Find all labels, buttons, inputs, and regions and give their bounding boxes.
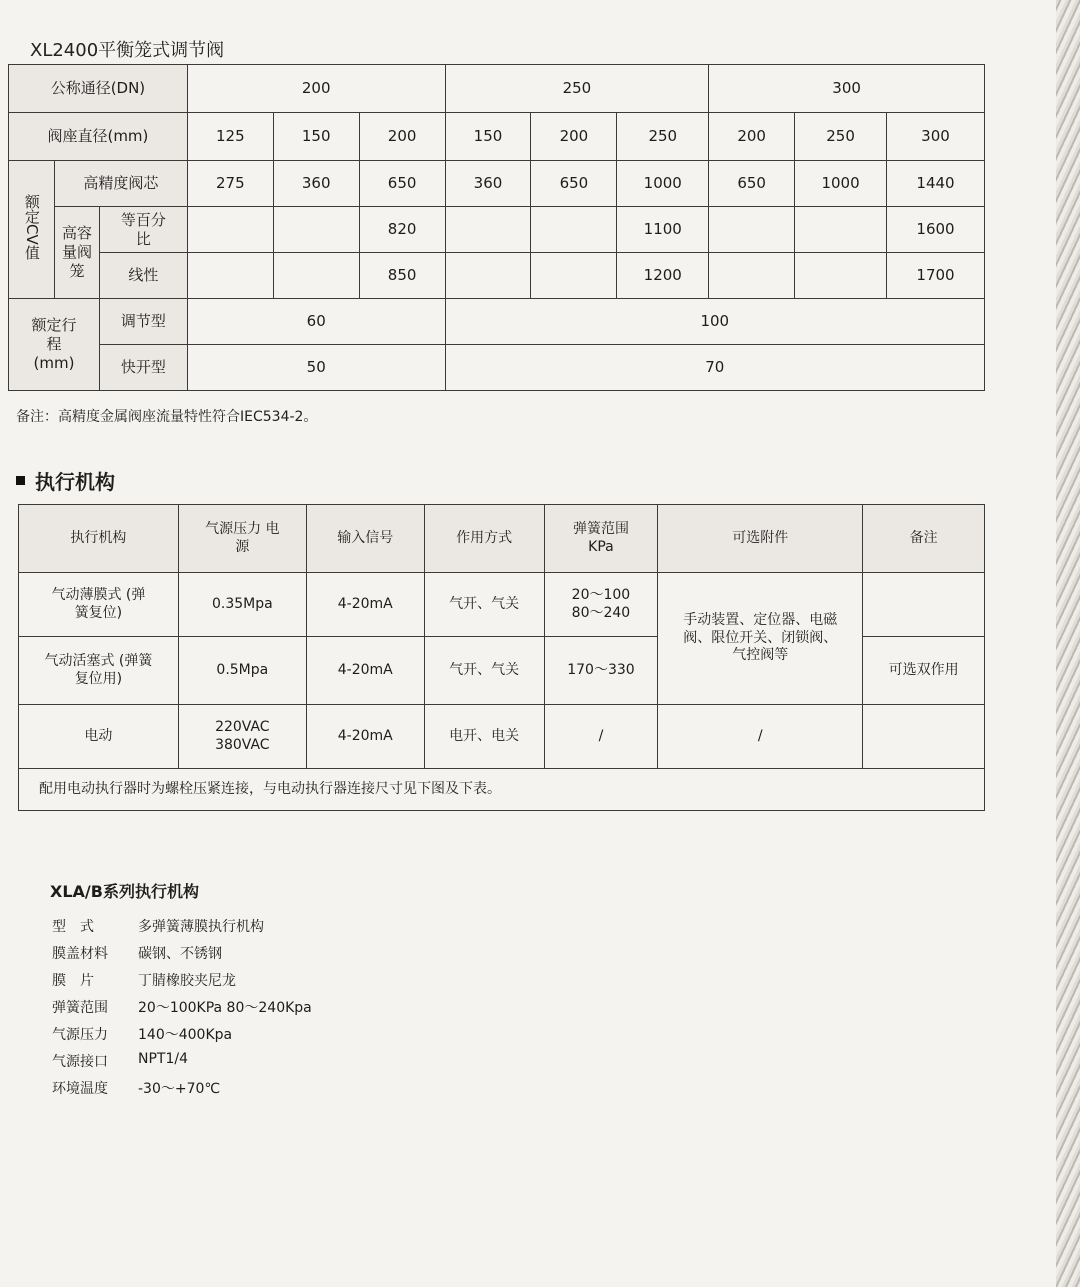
accessories-cell: 手动装置、定位器、电磁阀、限位开关、闭锁阀、气控阀等 xyxy=(658,573,863,705)
spec-key: 气源接口 xyxy=(52,1054,108,1070)
cv-cell: 1600 xyxy=(887,207,985,253)
cv-cell xyxy=(795,253,887,299)
regulating-header: 调节型 xyxy=(99,299,187,345)
dn-cell: 200 xyxy=(187,65,445,113)
square-bullet-icon xyxy=(16,476,25,485)
spec-value: 140～400Kpa xyxy=(138,1027,233,1043)
spec-value: -30～+70℃ xyxy=(138,1081,221,1097)
header-spring: 弹簧范围 KPa xyxy=(544,505,658,573)
section-title: 执行机构 xyxy=(35,470,115,494)
signal-cell: 4-20mA xyxy=(306,637,424,705)
spec-key: 膜 片 xyxy=(52,973,94,989)
seat-cell: 250 xyxy=(795,113,887,161)
travel-cell: 50 xyxy=(187,345,445,391)
spec-row xyxy=(52,970,236,990)
cv-cell xyxy=(709,207,795,253)
spec-row xyxy=(52,1051,188,1071)
cv-cell: 1440 xyxy=(887,161,985,207)
table-note: 备注：高精度金属阀座流量特性符合IEC534-2。 xyxy=(16,409,318,425)
quick-open-header: 快开型 xyxy=(99,345,187,391)
actuator-type: 气动薄膜式 (弹簧复位) xyxy=(19,573,179,637)
accessories-cell: / xyxy=(658,705,863,769)
cv-header: 额定CV值 xyxy=(9,161,55,299)
spec-key: 型 式 xyxy=(52,919,94,935)
travel-cell: 60 xyxy=(187,299,445,345)
spec-row xyxy=(52,916,264,936)
cv-cell: 360 xyxy=(445,161,531,207)
spec-key: 环境温度 xyxy=(52,1081,108,1097)
header-power: 气源压力 电 源 xyxy=(178,505,306,573)
header-action: 作用方式 xyxy=(424,505,544,573)
seat-cell: 250 xyxy=(617,113,709,161)
header-actuator: 执行机构 xyxy=(19,505,179,573)
cv-cell xyxy=(187,253,273,299)
dn-header: 公称通径(DN) xyxy=(9,65,188,113)
power-cell: 0.35Mpa xyxy=(178,573,306,637)
cv-cell: 275 xyxy=(187,161,273,207)
spec-value: 多弹簧薄膜执行机构 xyxy=(138,919,264,935)
cv-cell xyxy=(273,253,359,299)
cv-cell xyxy=(445,207,531,253)
header-signal: 输入信号 xyxy=(306,505,424,573)
linear-header: 线性 xyxy=(99,253,187,299)
seat-cell: 200 xyxy=(359,113,445,161)
cv-cell xyxy=(531,207,617,253)
signal-cell: 4-20mA xyxy=(306,705,424,769)
xla-series-title: XLA/B系列执行机构 xyxy=(50,882,199,901)
travel-cell: 70 xyxy=(445,345,984,391)
dn-cell: 300 xyxy=(709,65,985,113)
header-accessories: 可选附件 xyxy=(658,505,863,573)
spec-value: NPT1/4 xyxy=(138,1051,188,1067)
power-cell: 0.5Mpa xyxy=(178,637,306,705)
spec-row xyxy=(52,943,222,963)
seat-cell: 300 xyxy=(887,113,985,161)
actuator-table xyxy=(18,504,985,811)
spring-cell: 20～100 80～240 xyxy=(544,573,658,637)
cv-cell: 1100 xyxy=(617,207,709,253)
spec-row xyxy=(52,1024,232,1044)
spec-row xyxy=(52,1078,220,1098)
travel-cell: 100 xyxy=(445,299,984,345)
cv-cell: 850 xyxy=(359,253,445,299)
cv-cell: 1200 xyxy=(617,253,709,299)
spec-value: 20～100KPa 80～240Kpa xyxy=(138,1000,312,1016)
remark-cell: 可选双作用 xyxy=(863,637,985,705)
high-capacity-header: 高容量阀笼 xyxy=(54,207,99,299)
spec-key: 气源压力 xyxy=(52,1027,108,1043)
cv-cell xyxy=(709,253,795,299)
cv-cell: 650 xyxy=(709,161,795,207)
cv-cell xyxy=(273,207,359,253)
document-title: XL2400平衡笼式调节阀 xyxy=(30,40,225,61)
remark-cell xyxy=(863,705,985,769)
travel-header: 额定行程(mm) xyxy=(9,299,100,391)
spring-cell: / xyxy=(544,705,658,769)
cv-cell: 1000 xyxy=(617,161,709,207)
dn-cell: 250 xyxy=(445,65,709,113)
cv-cell xyxy=(795,207,887,253)
cv-cell: 820 xyxy=(359,207,445,253)
high-precision-header: 高精度阀芯 xyxy=(54,161,187,207)
page-edge-decoration xyxy=(1056,0,1080,1287)
seat-cell: 150 xyxy=(273,113,359,161)
cv-cell: 650 xyxy=(359,161,445,207)
actuator-type: 气动活塞式 (弹簧复位用) xyxy=(19,637,179,705)
spec-value: 丁腈橡胶夹尼龙 xyxy=(138,973,236,989)
section-header xyxy=(16,466,115,495)
valve-spec-table xyxy=(8,64,985,391)
seat-cell: 200 xyxy=(531,113,617,161)
seat-header: 阀座直径(mm) xyxy=(9,113,188,161)
cv-cell xyxy=(187,207,273,253)
action-cell: 电开、电关 xyxy=(424,705,544,769)
actuator-type: 电动 xyxy=(19,705,179,769)
spec-key: 膜盖材料 xyxy=(52,946,108,962)
spring-cell: 170～330 xyxy=(544,637,658,705)
cv-cell: 360 xyxy=(273,161,359,207)
action-cell: 气开、气关 xyxy=(424,637,544,705)
spec-row xyxy=(52,997,312,1017)
remark-cell xyxy=(863,573,985,637)
cv-cell: 650 xyxy=(531,161,617,207)
seat-cell: 125 xyxy=(187,113,273,161)
seat-cell: 150 xyxy=(445,113,531,161)
equal-percent-header: 等百分比 xyxy=(99,207,187,253)
cv-cell: 1000 xyxy=(795,161,887,207)
cv-cell: 1700 xyxy=(887,253,985,299)
cv-cell xyxy=(445,253,531,299)
spec-value: 碳钢、不锈钢 xyxy=(138,946,222,962)
signal-cell: 4-20mA xyxy=(306,573,424,637)
action-cell: 气开、气关 xyxy=(424,573,544,637)
power-cell: 220VAC 380VAC xyxy=(178,705,306,769)
header-remark: 备注 xyxy=(863,505,985,573)
cv-cell xyxy=(531,253,617,299)
spec-key: 弹簧范围 xyxy=(52,1000,108,1016)
seat-cell: 200 xyxy=(709,113,795,161)
table-footer-note: 配用电动执行器时为螺栓压紧连接，与电动执行器连接尺寸见下图及下表。 xyxy=(19,769,985,811)
